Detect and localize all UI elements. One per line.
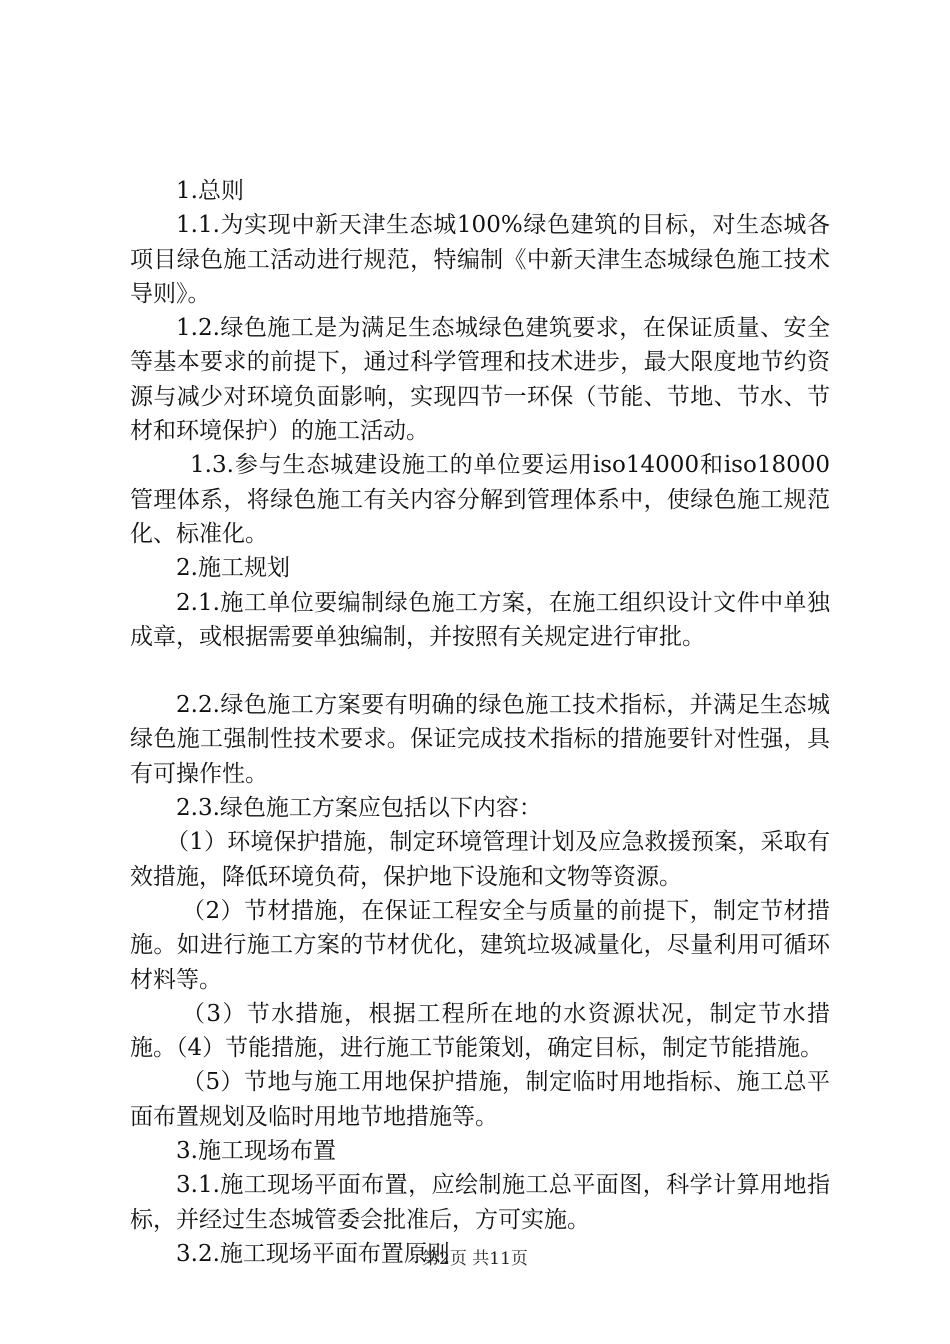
list-item-2: （2）节材措施，在保证工程安全与质量的前提下，制定节材措施。如进行施工方案的节材优化，建筑垃圾减量化，尽量利用可循环材料等。 — [130, 897, 830, 993]
list-item-1: （1）环境保护措施，制定环境管理计划及应急救援预案，采取有效措施，降低环境负荷，保护地下设施和文物等资源。 — [130, 829, 830, 890]
paragraph-2-2: 2.2.绿色施工方案要有明确的绿色施工技术指标，并满足生态城绿色施工强制性技术要求。保证完成技术指标的措施要针对性强，具有可操作性。 — [130, 692, 830, 787]
section-heading-planning: 2.施工规划 — [176, 555, 290, 582]
paragraph-1-3: 1.3.参与生态城建设施工的单位要运用iso14000和iso18000管理体系，将绿色施工有关内容分解到管理体系中，使绿色施工规范化、标准化。 — [130, 452, 830, 547]
page-footer: 第2页 共11页 — [422, 1249, 528, 1269]
paragraph-1-1: 1.1.为实现中新天津生态城100%绿色建筑的目标，对生态城各项目绿色施工活动进行规范，特编制《中新天津生态城绿色施工技术导则》。 — [130, 212, 830, 307]
section-heading-general: 1.总则 — [176, 178, 244, 204]
paragraph-1-2: 1.2.绿色施工是为满足生态城绿色建筑要求，在保证质量、安全等基本要求的前提下，通过科学管理和技术进步，最大限度地节约资源与减少对环境负面影响，实现四节一环保（节能、节地、节水、节材和环境保护）的施工活动。 — [130, 315, 830, 445]
paragraph-3-2: 3.2.施工现场平面布置原则 — [176, 1240, 450, 1267]
section-heading-site-layout: 3.施工现场布置 — [176, 1138, 336, 1165]
document-body — [130, 174, 830, 1271]
paragraph-2-3: 2.3.绿色施工方案应包括以下内容： — [176, 795, 542, 822]
paragraph-3-1: 3.1.施工现场平面布置，应绘制施工总平面图，科学计算用地指标，并经过生态城管委会批准后，方可实施。 — [130, 1172, 830, 1233]
list-item-3-4: （3）节水措施，根据工程所在地的水资源状况，制定节水措施。（4）节能措施，进行施工节能策划，确定目标，制定节能措施。 — [130, 1000, 830, 1062]
paragraph-2-1: 2.1.施工单位要编制绿色施工方案，在施工组织设计文件中单独成章，或根据需要单独编制，并按照有关规定进行审批。 — [130, 589, 830, 650]
list-item-5: （5）节地与施工用地保护措施，制定临时用地指标、施工总平面布置规划及临时用地节地措施等。 — [130, 1069, 830, 1130]
